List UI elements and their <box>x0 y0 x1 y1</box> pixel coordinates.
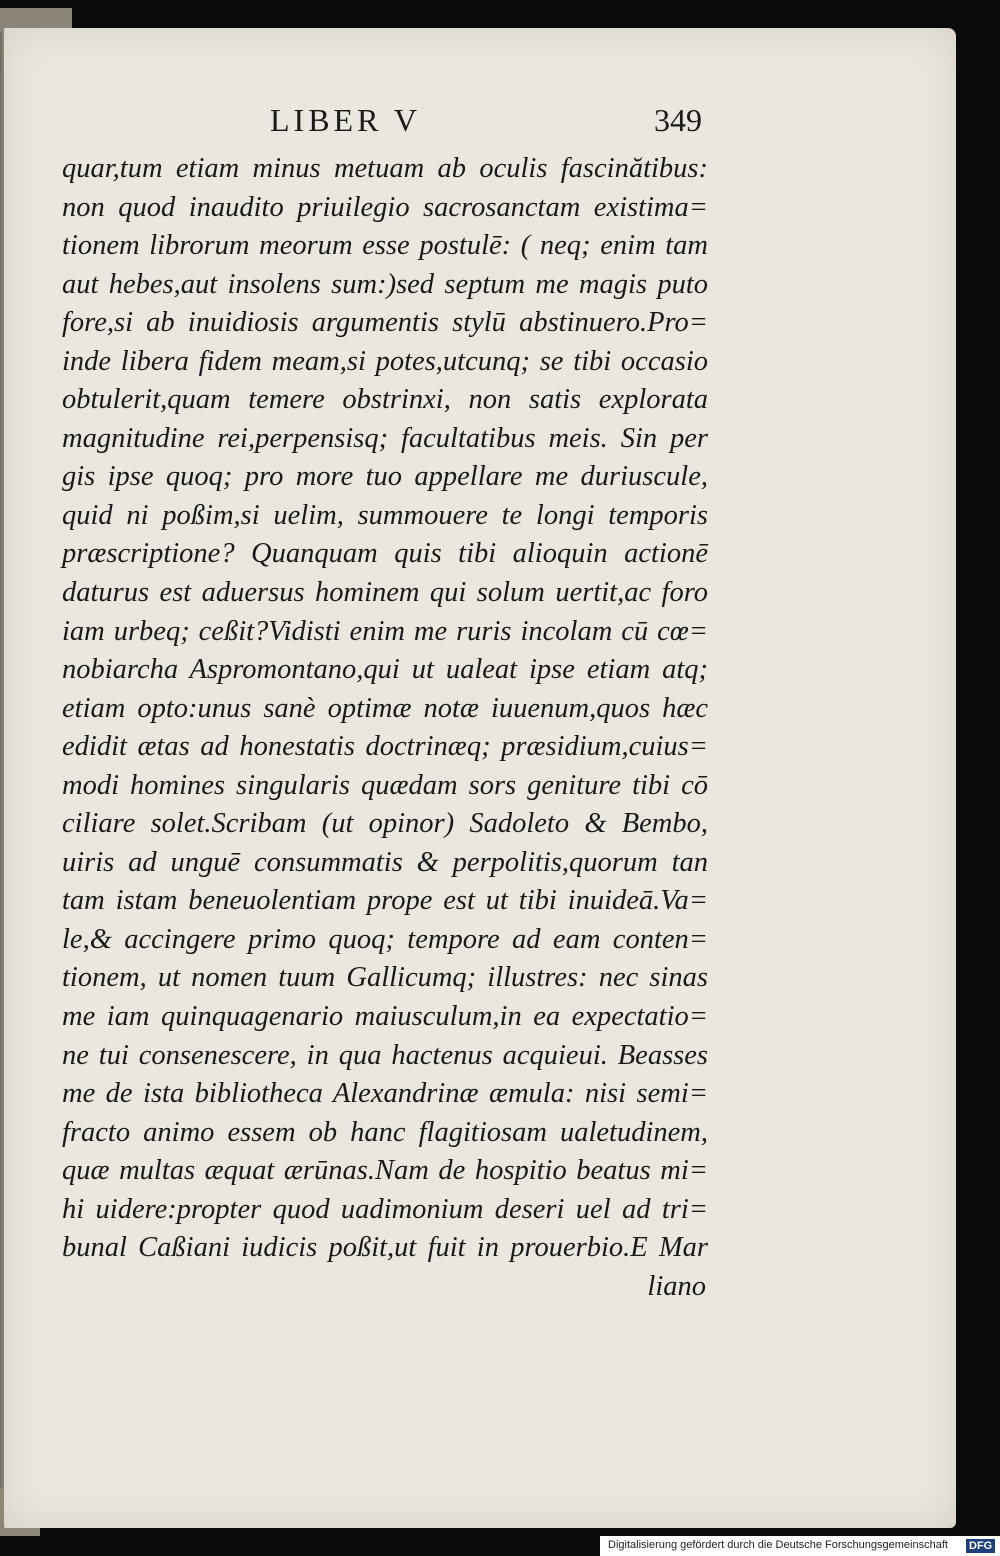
running-title: LIBER V <box>270 102 421 138</box>
text-line: fracto animo essem ob hanc flagitiosam ualetudinem, <box>62 1116 708 1148</box>
page-number: 349 <box>654 102 702 138</box>
text-line: modi homines singularis quædam sors geniture tibi cō <box>62 769 708 801</box>
text-line: gis ipse quoq; pro more tuo appellare me duriuscule, <box>62 461 708 493</box>
text-line: uiris ad unguē consummatis & perpolitis,quorum tan <box>62 846 708 878</box>
text-line: edidit ætas ad honestatis doctrinæq; præsidium,cuius= <box>62 731 708 763</box>
text-line: quid ni poßim,si uelim, summouere te longi temporis <box>62 499 708 531</box>
text-line: non quod inaudito priuilegio sacrosanctam existima= <box>62 191 708 223</box>
text-line: tionem, ut nomen tuum Gallicumq; illustres: nec sinas <box>62 962 708 994</box>
body-text <box>62 150 708 1306</box>
text-line: tam istam beneuolentiam prope est ut tibi inuideā.Va= <box>62 885 708 917</box>
text-line: iam urbeq; ceßit?Vidisti enim me ruris incolam cū cœ= <box>62 615 708 647</box>
text-line: ne tui consenescere, in qua hactenus acquieui. Beasses <box>62 1039 708 1071</box>
text-line: bunal Caßiani iudicis poßit,ut fuit in prouerbio.E Mar <box>62 1232 708 1264</box>
text-line: ciliare solet.Scribam (ut opinor) Sadoleto & Bembo, <box>62 808 708 840</box>
text-line: nobiarcha Aspromontano,qui ut ualeat ipse etiam atq; <box>62 654 708 686</box>
text-line: quar,tum etiam minus metuam ab oculis fascinătibus: <box>62 153 708 184</box>
catchword: liano <box>647 1270 706 1302</box>
page-header <box>270 102 710 146</box>
text-line: tionem librorum meorum esse postulē: ( neq; enim tam <box>62 230 708 262</box>
text-line: quæ multas æquat ærūnas.Nam de hospitio beatus mi= <box>62 1155 708 1187</box>
text-line: magnitudine rei,perpensisq; facultatibus meis. Sin per <box>62 422 708 454</box>
text-line: etiam opto:unus sanè optimæ notæ iuuenum,quos hæc <box>62 692 708 724</box>
text-line: me de ista bibliotheca Alexandrinæ æmula: nisi semi= <box>62 1078 708 1110</box>
text-line: fore,si ab inuidiosis argumentis stylū abstinuero.Pro= <box>62 307 708 339</box>
funding-credit: Digitalisierung gefördert durch die Deutsche Forschungsgemeinschaft <box>608 1539 948 1551</box>
text-line: daturus est aduersus hominem qui solum uertit,ac foro <box>62 577 708 609</box>
dfg-logo: DFG <box>966 1539 995 1553</box>
text-line: obtulerit,quam temere obstrinxi, non satis explorata <box>62 384 708 416</box>
text-line: le,& accingere primo quoq; tempore ad eam conten= <box>62 923 708 955</box>
text-line: aut hebes,aut insolens sum:)sed septum me magis puto <box>62 268 708 300</box>
text-line: me iam quinquagenario maiusculum,in ea expectatio= <box>62 1001 708 1033</box>
text-line: hi uidere:propter quod uadimonium deseri uel ad tri= <box>62 1193 708 1225</box>
text-line: præscriptione? Quanquam quis tibi alioquin actionē <box>62 538 708 570</box>
text-line: inde libera fidem meam,si potes,utcunq; se tibi occasio <box>62 345 708 377</box>
